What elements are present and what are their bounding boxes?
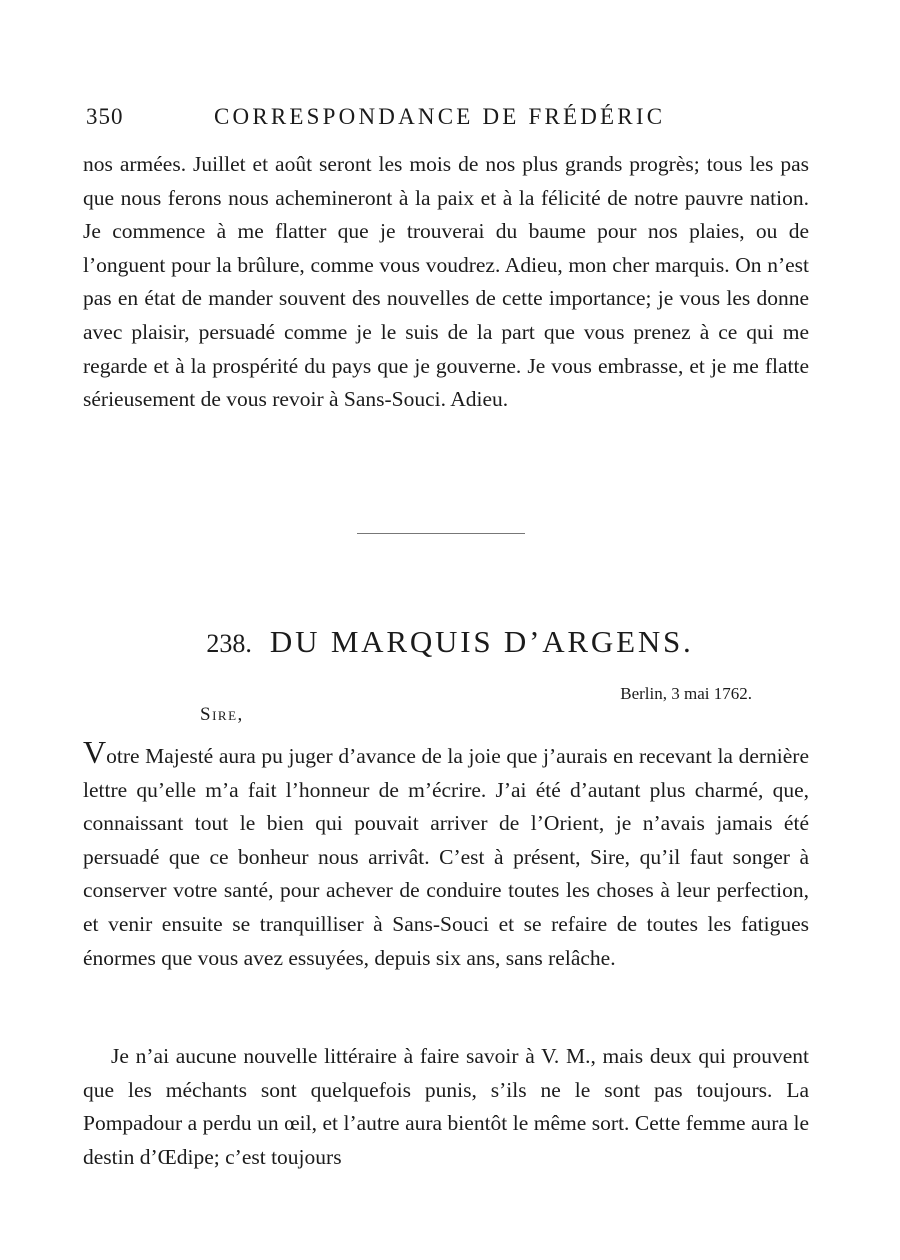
letter-title [0,624,900,660]
page-number: 350 [86,104,124,129]
letter-paragraph-1-text: otre Majesté aura pu juger d’avance de la joie que j’aurais en recevant la dernière lettre qu’elle m’a fait l’honneur de m’écrire. J’ai été d’autant plus charmé, que, connaissant tout le bien qui pouvait arriver de l’Orient, je n’avais jamais été persuadé que ce bonheur nous arrivât. C’est à présent, Sire, qu’il faut songer à conserver votre santé, pour achever de conduire toutes les choses à leur perfection, et venir ensuite se tranquilliser à Sans-Souci et se refaire de toutes les fatigues énormes que vous avez essuyées, depuis six ans, sans relâche. [83,744,809,970]
drop-cap: V [83,734,107,770]
letter-paragraph-1 [83,734,809,975]
continued-paragraph: nos armées. Juillet et août seront les mois de nos plus grands progrès; tous les pas que nous ferons nous achemineront à la paix et à la félicité de notre pauvre nation. Je commence à me flatter que je trouverai du baume pour nos plaies, ou de l’onguent pour la brûlure, comme vous voudrez. Adieu, mon cher marquis. On n’est pas en état de mander souvent des nouvelles de cette importance; je vous les donne avec plaisir, persuadé comme je le suis de la part que vous prenez à ce qui me regarde et à la prospérité du pays que je gouverne. Je vous embrasse, et je me flatte sérieusement de vous revoir à Sans-Souci. Adieu. [83,152,809,412]
letter-paragraph-2: Je n’ai aucune nouvelle littéraire à faire savoir à V. M., mais deux qui prouvent que les méchants sont quelquefois punis, s’ils ne le sont pas toujours. La Pompadour a perdu un œil, et l’autre aura bientôt le même sort. Cette femme aura le destin d’Œdipe; c’est toujours [83,1044,809,1169]
letter-salutation: Sire, [200,704,244,725]
page-header [86,100,806,136]
running-title: CORRESPONDANCE DE FRÉDÉRIC [214,104,666,129]
section-divider [357,533,525,534]
letter-dateline: Berlin, 3 mai 1762. [620,684,752,703]
letter-heading: DU MARQUIS D’ARGENS. [269,624,694,659]
letter-number: 238. [206,629,252,658]
